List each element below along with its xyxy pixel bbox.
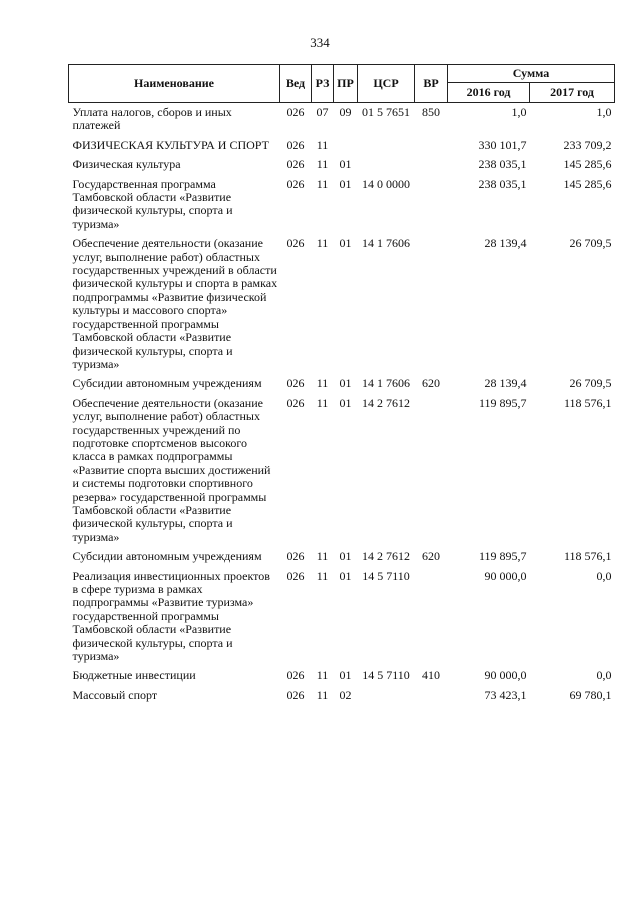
cell-csr — [358, 136, 415, 155]
cell-vr — [415, 234, 448, 374]
cell-rz: 07 — [316, 105, 329, 119]
cell-csr: 14 5 7110 — [362, 668, 410, 683]
cell-name: Обеспечение деятельности (оказание услуг, выполнение работ) областных государственных учреждений по подготовке спортсменов высокого класса в рамках подпрограммы «Развитие спорта высших достижений и системы подготовки спортивного резерва» государственной программы Тамбовской области «Развитие физической культуры, спорта и туризма» — [72, 395, 271, 544]
cell-pr: 01 — [339, 395, 352, 410]
cell-sum-2017: 26 709,5 — [569, 376, 612, 391]
table-row — [69, 374, 615, 393]
cell-ved: 026 — [286, 137, 305, 152]
cell-ved: 026 — [286, 105, 305, 119]
cell-csr — [358, 155, 415, 174]
cell-pr — [334, 136, 358, 155]
cell-vr: 410 — [422, 668, 440, 683]
cell-sum-2016: 330 101,7 — [478, 137, 527, 152]
cell-rz: 11 — [316, 668, 329, 683]
cell-pr: 01 — [339, 549, 352, 564]
table-row — [69, 547, 615, 566]
cell-sum-2016: 28 139,4 — [484, 236, 527, 251]
cell-csr: 01 5 7651 — [362, 105, 410, 119]
header-year-2016: 2016 год — [448, 83, 530, 103]
cell-name: Обеспечение деятельности (оказание услуг, выполнение работ) областных государственных учреждений в области физической культуры и спорта в рамках подпрограммы «Развитие физической культуры и массового спорта» государственной программы Тамбовской области «Развитие физической культуры, спорта и туризма» — [72, 236, 278, 371]
cell-sum-2016: 28 139,4 — [484, 376, 527, 391]
table-row — [69, 234, 615, 374]
cell-vr — [415, 155, 448, 174]
table-body — [69, 103, 615, 706]
cell-vr: 850 — [422, 105, 440, 119]
cell-name: Уплата налогов, сборов и иных платежей — [72, 105, 232, 133]
cell-name: Субсидии автономным учреждениям — [72, 549, 262, 564]
cell-pr: 01 — [339, 236, 352, 251]
table-row — [69, 567, 615, 667]
table-row — [69, 686, 615, 705]
cell-rz: 11 — [316, 137, 329, 152]
cell-csr: 14 0 0000 — [362, 176, 410, 191]
cell-sum-2016: 1,0 — [511, 105, 527, 119]
cell-sum-2016: 90 000,0 — [484, 668, 527, 683]
header-sum: Сумма — [448, 65, 615, 83]
cell-sum-2016: 119 895,7 — [478, 395, 527, 410]
cell-sum-2016: 73 423,1 — [484, 687, 527, 702]
header-ved: Вед — [280, 65, 312, 103]
cell-ved: 026 — [286, 395, 305, 410]
cell-vr — [415, 686, 448, 705]
cell-pr: 01 — [339, 668, 352, 683]
cell-pr: 01 — [339, 157, 352, 172]
cell-sum-2017: 0,0 — [596, 668, 612, 683]
table-row — [69, 136, 615, 155]
cell-sum-2017: 233 709,2 — [563, 137, 612, 152]
header-pr: ПР — [334, 65, 358, 103]
budget-table — [68, 64, 615, 705]
cell-vr — [415, 136, 448, 155]
cell-name: Реализация инвестиционных проектов в сфере туризма в рамках подпрограммы «Развитие туризма» государственной программы Тамбовской области «Развитие физической культуры, спорта и туризма» — [72, 568, 270, 664]
cell-sum-2016: 119 895,7 — [478, 549, 527, 564]
cell-rz: 11 — [316, 395, 329, 410]
table-row — [69, 666, 615, 685]
cell-ved: 026 — [286, 549, 305, 564]
cell-vr — [415, 567, 448, 667]
page-number: 334 — [310, 35, 330, 50]
cell-ved: 026 — [286, 236, 305, 251]
cell-sum-2016: 238 035,1 — [478, 157, 527, 172]
cell-pr: 09 — [339, 105, 352, 119]
cell-ved: 026 — [286, 668, 305, 683]
cell-sum-2017: 118 576,1 — [563, 395, 612, 410]
cell-name: Бюджетные инвестиции — [72, 668, 196, 683]
cell-vr — [415, 394, 448, 547]
cell-name: ФИЗИЧЕСКАЯ КУЛЬТУРА И СПОРТ — [72, 137, 269, 152]
cell-sum-2017: 26 709,5 — [569, 236, 612, 251]
cell-pr: 01 — [339, 376, 352, 391]
cell-sum-2016: 238 035,1 — [478, 176, 527, 191]
cell-name: Субсидии автономным учреждениям — [72, 376, 262, 391]
cell-sum-2017: 145 285,6 — [563, 176, 612, 191]
header-rz: РЗ — [312, 65, 334, 103]
cell-sum-2017: 0,0 — [596, 568, 612, 583]
cell-sum-2017: 118 576,1 — [563, 549, 612, 564]
table-row — [69, 394, 615, 547]
cell-csr: 14 2 7612 — [362, 549, 410, 564]
cell-csr: 14 2 7612 — [362, 395, 410, 410]
table-row — [69, 175, 615, 235]
cell-vr: 620 — [422, 549, 440, 564]
cell-sum-2017: 145 285,6 — [563, 157, 612, 172]
cell-rz: 11 — [316, 549, 329, 564]
header-vr: ВР — [415, 65, 448, 103]
cell-vr: 620 — [422, 376, 440, 391]
cell-csr: 14 5 7110 — [362, 568, 410, 583]
cell-sum-2017: 1,0 — [596, 105, 612, 119]
cell-pr: 02 — [339, 687, 352, 702]
table-row — [69, 103, 615, 136]
cell-rz: 11 — [316, 687, 329, 702]
cell-ved: 026 — [286, 687, 305, 702]
cell-csr — [358, 686, 415, 705]
header-csr: ЦСР — [358, 65, 415, 103]
cell-name: Массовый спорт — [72, 687, 158, 702]
cell-ved: 026 — [286, 176, 305, 191]
cell-name: Государственная программа Тамбовской области «Развитие физической культуры, спорта и туризма» — [72, 176, 233, 231]
cell-vr — [415, 175, 448, 235]
cell-pr: 01 — [339, 568, 352, 583]
cell-sum-2017: 69 780,1 — [569, 687, 612, 702]
table-row — [69, 155, 615, 174]
header-name: Наименование — [69, 65, 280, 103]
cell-pr: 01 — [339, 176, 352, 191]
cell-csr: 14 1 7606 — [362, 376, 410, 391]
cell-name: Физическая культура — [72, 157, 181, 172]
cell-sum-2016: 90 000,0 — [484, 568, 527, 583]
cell-ved: 026 — [286, 568, 305, 583]
cell-ved: 026 — [286, 157, 305, 172]
cell-csr: 14 1 7606 — [362, 236, 410, 251]
cell-rz: 11 — [316, 157, 329, 172]
cell-rz: 11 — [316, 568, 329, 583]
header-year-2017: 2017 год — [530, 83, 615, 103]
cell-ved: 026 — [286, 376, 305, 391]
cell-rz: 11 — [316, 236, 329, 251]
cell-rz: 11 — [316, 376, 329, 391]
cell-rz: 11 — [316, 176, 329, 191]
